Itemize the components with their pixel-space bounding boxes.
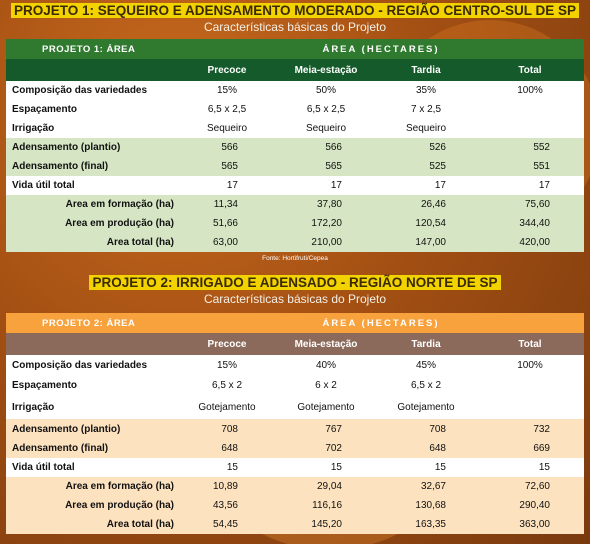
row-label: Adensamento (plantio) [12,423,121,435]
row-label: Área em produção (ha) [65,218,174,229]
table-cell: Gotejamento [397,401,455,413]
table-row [6,176,584,195]
row-label: Adensamento (final) [12,161,109,172]
table-cell: 130,68 [415,500,446,511]
project2-title [0,275,590,291]
table-cell: 708 [221,423,238,435]
table-cell: 525 [429,161,446,172]
table-row [6,439,584,458]
row-label: Espaçamento [12,379,78,391]
row-label: Adensamento (final) [12,443,109,454]
row-label: Vida útil total [12,180,75,191]
table-row [6,496,584,515]
table-row [6,138,584,157]
table-cell: 6,5 x 2,5 [306,104,346,115]
project1-title-text: PROJETO 1: SEQUEIRO E ADENSAMENTO MODERADO - REGIÃO CENTRO-SUL DE SP [11,3,579,18]
column-header-tardia: Tardia [411,338,441,350]
table-row [6,515,584,534]
table-cell: 648 [221,443,238,454]
table-row [6,119,584,138]
table-cell: 565 [221,161,238,172]
table-cell: 43,56 [212,500,238,511]
table-cell: 420,00 [519,237,550,248]
table-cell: 732 [533,423,550,435]
table-cell: Gotejamento [297,401,355,413]
column-header-meia-estacao: Meia-estação [294,338,358,350]
table-row [6,195,584,214]
row-label: Área total (ha) [106,237,174,248]
table-cell: 100% [517,359,543,371]
column-header-total: Total [518,338,542,350]
table-cell: 702 [325,443,342,454]
table-cell: 37,80 [316,199,342,210]
project2-title-text: PROJETO 2: IRRIGADO E ADENSADO - REGIÃO NORTE DE SP [89,275,500,290]
column-header-precoce: Precoce [207,338,247,350]
row-label: Espaçamento [12,104,78,115]
project2-subtitle: Características básicas do Projeto [203,292,387,306]
table-cell: 172,20 [311,218,342,229]
table-cell: 648 [429,443,446,454]
table-row [6,214,584,233]
table-cell: 7 x 2,5 [410,104,442,115]
column-header-precoce: Precoce [207,64,247,76]
table-cell: 669 [533,443,550,454]
table-cell: 40% [315,359,336,371]
table-cell: 552 [533,142,550,153]
row-label: Área em formação (ha) [65,481,174,492]
table-cell: Sequeiro [206,123,248,134]
table-row [6,157,584,176]
column-header-tardia: Tardia [411,64,441,76]
table-cell: 17 [226,180,238,191]
table-cell: 51,66 [212,218,238,229]
row-label: Composição das variedades [12,85,148,96]
row-label: Irrigação [12,401,55,413]
row-label: Área total (ha) [106,519,174,530]
project1-title [0,3,590,19]
table-cell: 17 [434,180,446,191]
table-cell: 45% [415,359,436,371]
project1-table [6,39,584,252]
row-label: Irrigação [12,123,55,134]
table-cell: 35% [415,85,436,96]
source-note: Fonte: Hortifruti/Cepea [262,255,328,262]
project2-table [6,313,584,534]
table-row [6,355,584,375]
project1-column-headers [6,59,584,81]
project2-column-headers [6,333,584,355]
project1-subtitle: Características básicas do Projeto [203,20,387,34]
project1-header-row [6,39,584,59]
table-cell: 54,45 [212,519,238,530]
table-cell: 290,40 [519,500,550,511]
project2-header-label: PROJETO 2: ÁREA [42,317,136,329]
project1-header-label: PROJETO 1: ÁREA [42,43,136,55]
table-cell: 120,54 [415,218,446,229]
table-cell: 72,60 [524,481,550,492]
row-label: Área em formação (ha) [65,199,174,210]
table-cell: 708 [429,423,446,435]
table-row [6,477,584,496]
table-cell: 145,20 [311,519,342,530]
project2-rows [6,355,584,534]
table-row [6,458,584,477]
table-row [6,233,584,252]
table-cell: 6,5 x 2 [410,379,442,391]
table-cell: 15 [538,462,550,473]
table-cell: 10,89 [212,481,238,492]
table-cell: 6 x 2 [315,379,337,391]
table-cell: 551 [533,161,550,172]
table-cell: 26,46 [420,199,446,210]
table-cell: 526 [429,142,446,153]
table-cell: 15% [216,359,237,371]
table-cell: 11,34 [213,199,238,210]
table-cell: 566 [325,142,342,153]
project2-header-area: ÁREA (HECTARES) [322,317,440,329]
table-cell: 75,60 [524,199,550,210]
project2-header-row [6,313,584,333]
table-row [6,375,584,395]
table-row [6,100,584,119]
table-cell: Sequeiro [305,123,347,134]
table-row [6,419,584,439]
table-cell: 32,67 [420,481,446,492]
table-cell: 566 [221,142,238,153]
table-row [6,81,584,100]
row-label: Vida útil total [12,462,75,473]
table-cell: 116,16 [312,500,342,511]
table-cell: 147,00 [415,237,446,248]
table-cell: 17 [330,180,342,191]
table-cell: 163,35 [415,519,446,530]
table-cell: 6,5 x 2 [211,379,243,391]
table-cell: 210,00 [311,237,342,248]
column-header-total: Total [518,64,542,76]
table-cell: 767 [325,423,342,435]
table-cell: 15 [434,462,446,473]
table-cell: 63,00 [212,237,238,248]
table-cell: 50% [315,85,336,96]
table-cell: 565 [325,161,342,172]
column-header-meia-estacao: Meia-estação [294,64,358,76]
table-cell: 100% [517,85,543,96]
table-cell: Sequeiro [405,123,447,134]
table-cell: 15% [216,85,237,96]
table-cell: 29,04 [316,481,342,492]
row-label: Composição das variedades [12,359,148,371]
table-cell: 17 [538,180,550,191]
table-cell: 363,00 [519,519,550,530]
table-row [6,395,584,419]
table-cell: 6,5 x 2,5 [207,104,247,115]
row-label: Área em produção (ha) [65,500,174,511]
row-label: Adensamento (plantio) [12,142,121,153]
project1-header-area: ÁREA (HECTARES) [322,43,440,55]
table-cell: 15 [226,462,238,473]
table-cell: 15 [330,462,342,473]
table-cell: 344,40 [519,218,550,229]
project1-rows [6,81,584,252]
table-cell: Gotejamento [198,401,256,413]
